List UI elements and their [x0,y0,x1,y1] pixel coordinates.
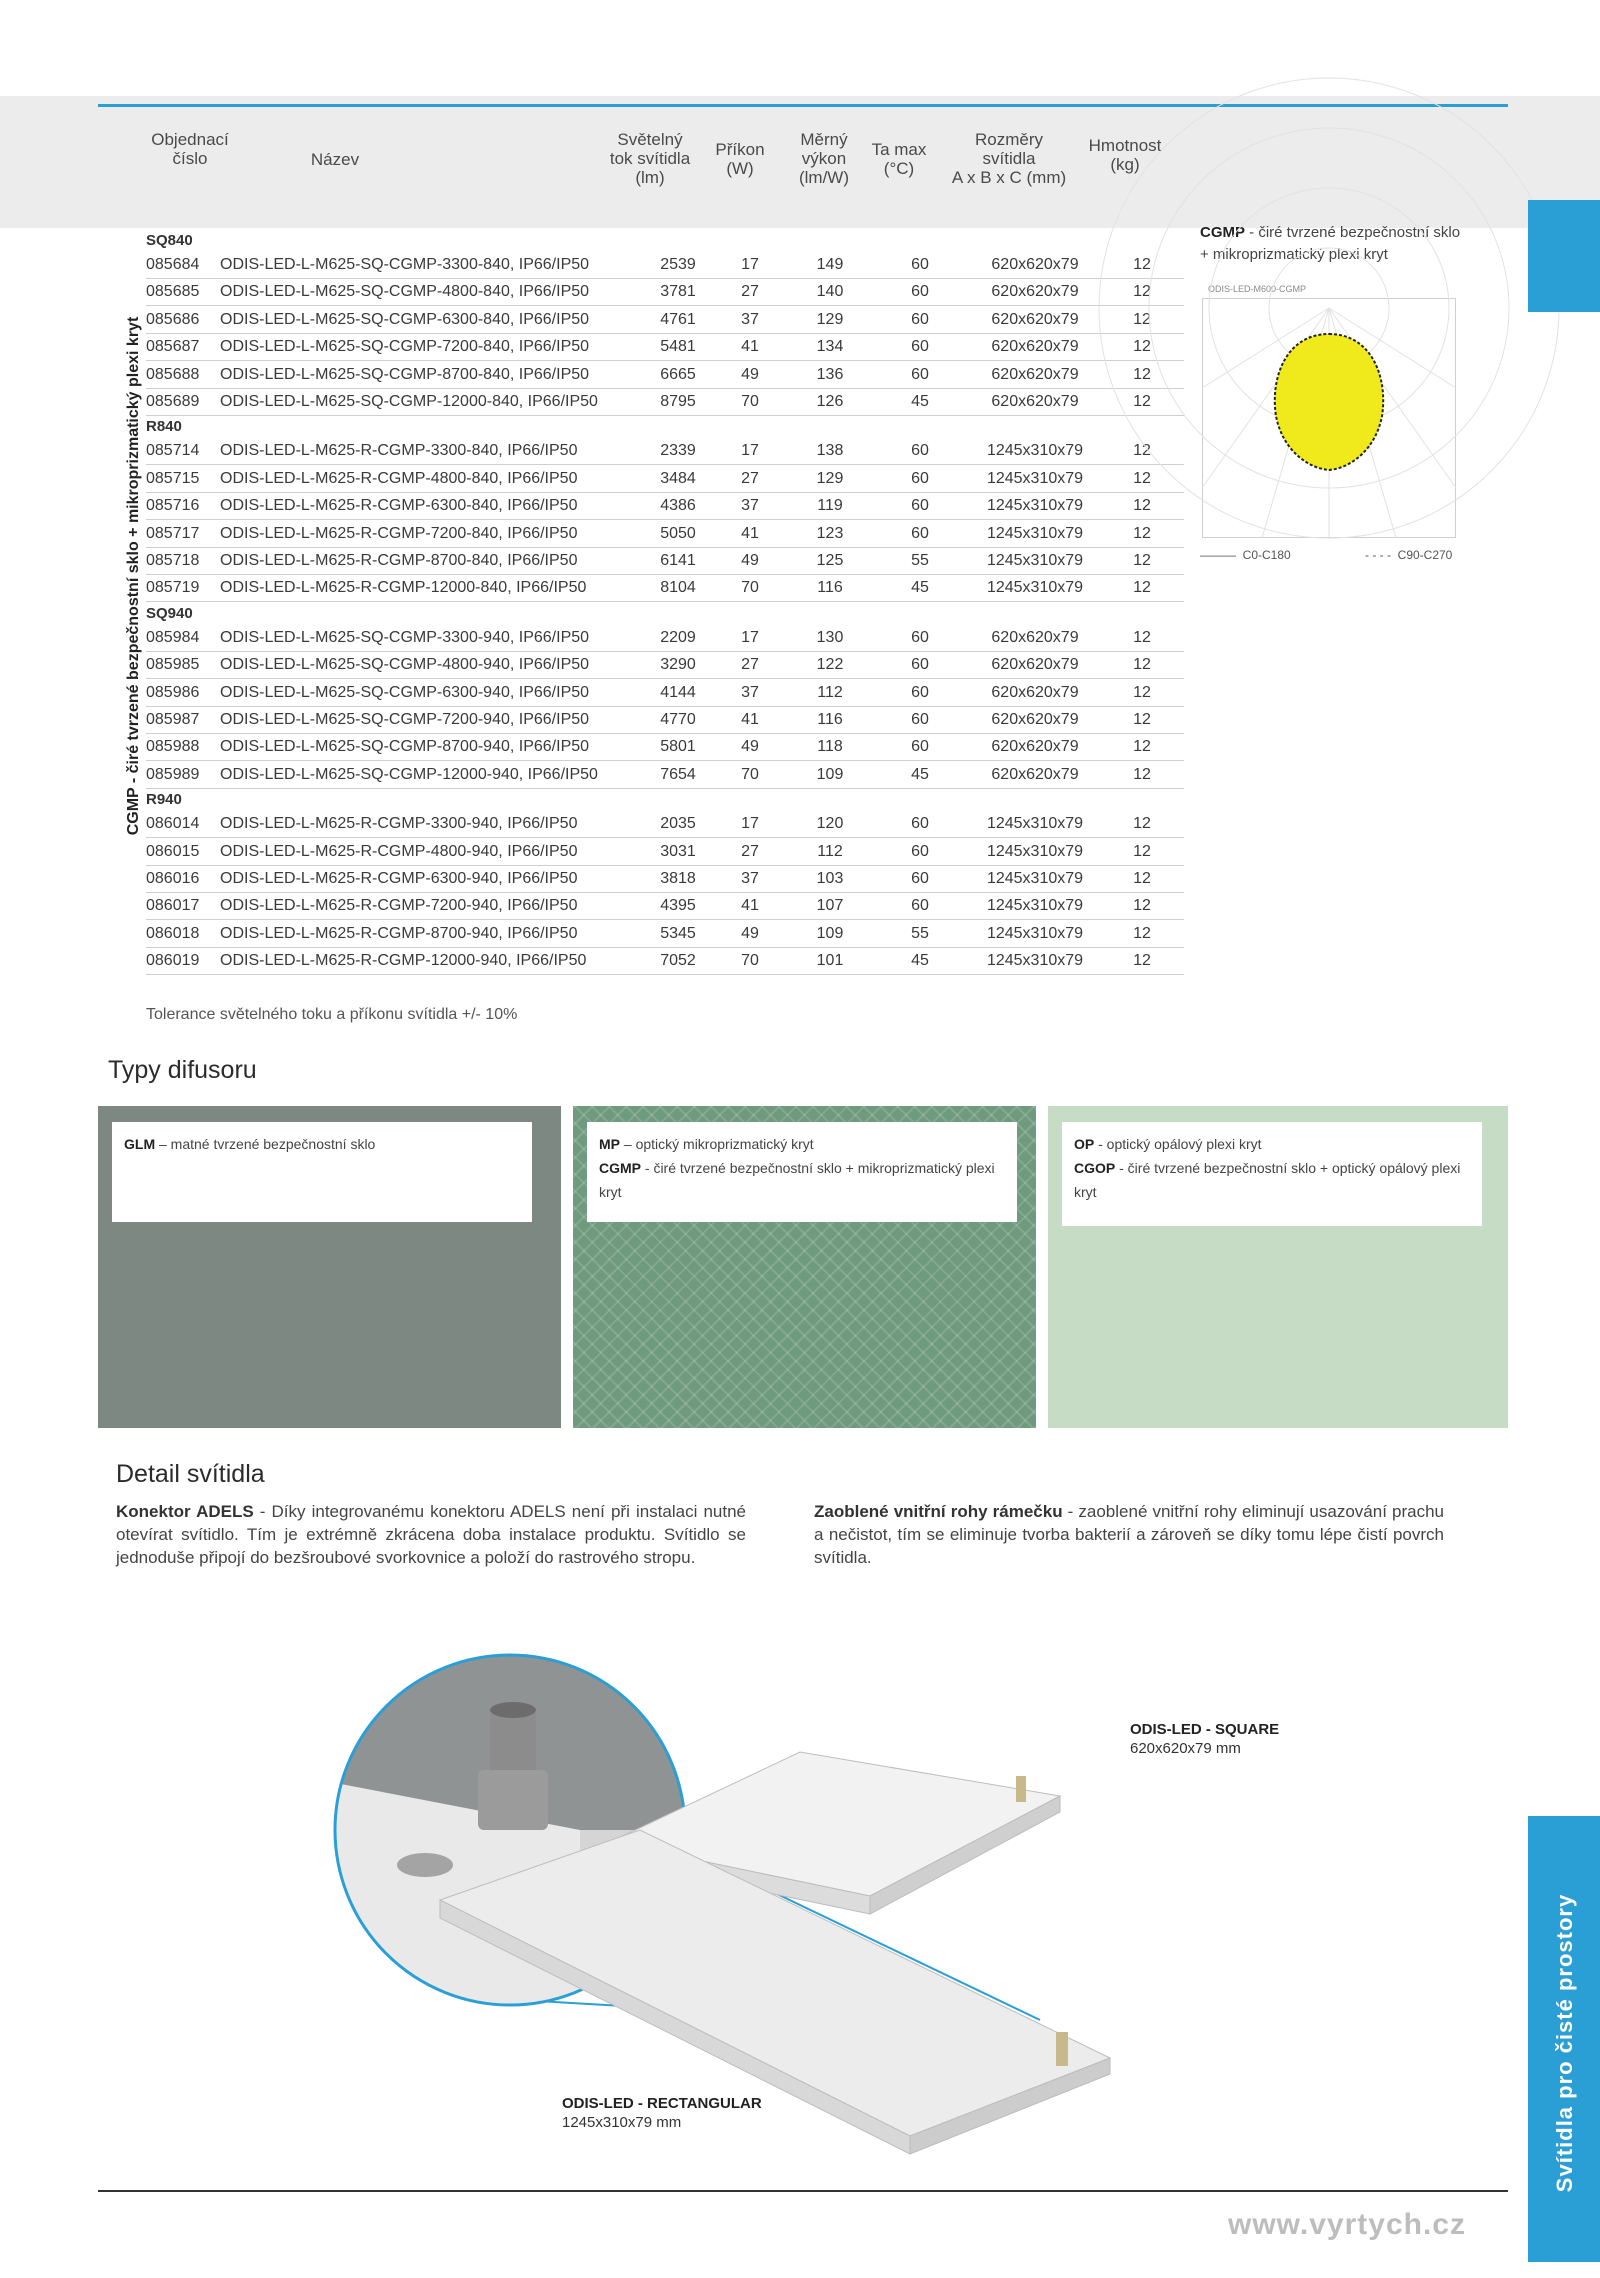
dimensions: 1245x310x79 [986,497,1084,515]
order-number: 085687 [146,338,200,356]
efficacy: 138 [816,442,844,460]
product-name: ODIS-LED-L-M625-R-CGMP-6300-940, IP66/IP50 [220,870,578,887]
luminous-flux: 4144 [660,683,696,701]
weight: 12 [1133,283,1151,301]
table-row [146,307,1184,334]
table-row [146,762,1184,789]
table-vertical-label: CGMP - čiré tvrzené bezpečnostní sklo + mikroprizmatický plexi kryt [125,316,142,836]
weight: 12 [1133,338,1151,356]
label-square: ODIS-LED - SQUARE 620x620x79 mm [1130,1721,1280,1757]
weight: 12 [1133,628,1151,646]
table-row [146,466,1184,493]
power: 41 [741,338,759,356]
efficacy: 140 [816,283,844,301]
power: 17 [741,815,759,833]
weight: 12 [1133,256,1151,273]
product-name: ODIS-LED-L-M625-R-CGMP-12000-840, IP66/IP50 [220,579,587,597]
efficacy: 126 [816,393,844,410]
order-number: 085717 [146,524,200,542]
efficacy: 134 [816,338,844,356]
header-power: Příkon (W) [715,140,765,178]
order-number: 085718 [146,552,200,569]
luminous-flux: 5801 [660,738,696,756]
product-name: ODIS-LED-L-M625-R-CGMP-8700-840, IP66/IP50 [220,552,578,569]
row-divider [146,788,1184,789]
power: 49 [741,365,759,383]
order-number: 085685 [146,283,200,301]
product-name: ODIS-LED-L-M625-SQ-CGMP-8700-940, IP66/IP50 [220,738,590,756]
order-number: 086018 [146,924,200,942]
product-name: ODIS-LED-L-M625-SQ-CGMP-3300-940, IP66/IP50 [220,628,590,646]
table-row [146,252,1184,279]
ta-max: 45 [911,579,929,597]
order-number: 085686 [146,310,200,328]
header-name: Název [310,150,360,169]
order-number: 085714 [146,442,200,460]
order-number: 086016 [146,870,200,887]
power: 49 [741,738,759,756]
table-row [146,893,1184,920]
dimensions: 620x620x79 [991,338,1079,356]
table-row [146,334,1184,361]
luminous-flux: 2209 [660,628,696,646]
diffusor-heading: Typy difusoru [108,1056,257,1084]
group-label: R840 [146,418,182,436]
efficacy: 120 [816,815,844,833]
weight: 12 [1133,524,1151,542]
efficacy: 116 [817,579,843,597]
table-row [146,521,1184,548]
luminous-flux: 7052 [660,952,696,970]
ta-max: 60 [911,442,929,460]
efficacy: 119 [817,497,843,515]
order-number: 086015 [146,842,200,860]
table-row [146,389,1184,416]
header-efficacy: Měrný výkon (lm/W) [798,130,850,187]
luminous-flux: 2539 [660,256,696,273]
weight: 12 [1133,552,1151,569]
ta-max: 60 [911,711,929,728]
weight: 12 [1133,497,1151,515]
efficacy: 129 [816,310,844,328]
dimensions: 1245x310x79 [986,870,1084,887]
dimensions: 1245x310x79 [986,952,1084,970]
row-divider [146,415,1184,416]
luminous-flux: 6141 [660,552,696,569]
product-name: ODIS-LED-L-M625-R-CGMP-7200-940, IP66/IP50 [220,897,578,915]
power: 27 [741,469,759,487]
ta-max: 60 [911,870,929,887]
order-number: 085984 [146,628,200,646]
power: 37 [741,310,759,328]
efficacy: 112 [817,683,843,701]
table-row [146,548,1184,575]
ta-max: 45 [911,952,929,970]
product-name: ODIS-LED-L-M625-R-CGMP-4800-940, IP66/IP50 [220,842,578,860]
group-label: SQ840 [146,232,193,249]
side-tab-top [1528,200,1600,312]
detail-connector-paragraph: Konektor ADELS - Díky integrovanému konektoru ADELS není při instalaci nutné otevírat svítidlo. Tím je extrémně zkrácena doba instalace produktu. Svítidlo se jednoduše připojí do bezšroubové svorkovnice a položí do rastrového stropu. [116,1502,746,1567]
table-row [146,493,1184,520]
power: 70 [741,765,759,783]
dimensions: 1245x310x79 [986,924,1084,942]
row-divider [146,601,1184,602]
product-name: ODIS-LED-L-M625-R-CGMP-4800-840, IP66/IP50 [220,469,578,487]
efficacy: 101 [816,952,844,970]
power: 17 [741,628,759,646]
footer-line [98,2190,1508,2192]
luminous-flux: 8104 [660,579,696,597]
dimensions: 620x620x79 [991,765,1079,783]
product-name: ODIS-LED-L-M625-R-CGMP-3300-940, IP66/IP50 [220,815,578,833]
luminous-flux: 3781 [660,283,696,301]
product-name: ODIS-LED-L-M625-SQ-CGMP-12000-940, IP66/IP50 [220,765,598,783]
detail-corners-paragraph: Zaoblené vnitřní rohy rámečku - zaoblené vnitřní rohy eliminují usazování prachu a nečistot, tím se eliminuje tvorba bakterií a zároveň se díky tomu lépe čistí povrch svítidla. [814,1502,1444,1567]
luminous-flux: 2035 [660,815,696,833]
ta-max: 60 [911,842,929,860]
product-name: ODIS-LED-L-M625-R-CGMP-8700-940, IP66/IP50 [220,924,578,942]
dimensions: 620x620x79 [991,310,1079,328]
power: 41 [741,711,759,728]
table-row [146,362,1184,389]
diffusor-caption-mp: MP – optický mikroprizmatický kryt CGMP - čiré tvrzené bezpečnostní sklo + mikroprizmatický plexi kryt [587,1122,1017,1222]
dimensions: 620x620x79 [991,656,1079,674]
ta-max: 60 [911,683,929,701]
dimensions: 620x620x79 [991,256,1079,273]
ta-max: 60 [911,283,929,301]
weight: 12 [1133,897,1151,915]
weight: 12 [1133,765,1151,783]
luminous-flux: 6665 [660,365,696,383]
weight: 12 [1133,393,1151,410]
product-name: ODIS-LED-L-M625-SQ-CGMP-12000-840, IP66/IP50 [220,393,598,410]
product-illustration [320,1580,1260,2160]
dimensions: 620x620x79 [991,738,1079,756]
luminous-flux: 5481 [660,338,696,356]
order-number: 085715 [146,469,200,487]
order-number: 086017 [146,897,200,915]
label-rectangular: ODIS-LED - RECTANGULAR 1245x310x79 mm [562,2095,762,2131]
dimensions: 620x620x79 [991,683,1079,701]
polar-light-distribution-chart [1202,284,1456,538]
ta-max: 60 [911,656,929,674]
weight: 12 [1133,711,1151,728]
order-number: 085989 [146,765,200,783]
ta-max: 55 [911,552,929,569]
efficacy: 109 [816,924,844,942]
product-name: ODIS-LED-L-M625-R-CGMP-6300-840, IP66/IP50 [220,497,578,515]
tolerance-note: Tolerance světelného toku a příkonu svítidla +/- 10% [146,1006,518,1023]
power: 70 [741,952,759,970]
power: 27 [741,842,759,860]
efficacy: 136 [816,365,844,383]
efficacy: 123 [816,524,844,542]
weight: 12 [1133,952,1151,970]
efficacy: 112 [817,842,843,860]
product-name: ODIS-LED-L-M625-SQ-CGMP-4800-940, IP66/IP50 [220,656,590,674]
power: 27 [741,283,759,301]
product-name: ODIS-LED-L-M625-SQ-CGMP-4800-840, IP66/IP50 [220,283,590,301]
dimensions: 1245x310x79 [986,524,1084,542]
header-weight: Hmotnost (kg) [1088,136,1162,174]
ta-max: 60 [911,497,929,515]
ta-max: 60 [911,469,929,487]
luminous-flux: 3290 [660,656,696,674]
efficacy: 116 [817,711,843,728]
order-number: 085689 [146,393,200,410]
table-row [146,734,1184,761]
cgmp-description [1200,222,1470,266]
power: 17 [741,442,759,460]
efficacy: 109 [816,765,844,783]
row-divider [146,974,1184,975]
ta-max: 60 [911,338,929,356]
dimensions: 620x620x79 [991,711,1079,728]
efficacy: 129 [816,469,844,487]
order-number: 085716 [146,497,200,515]
power: 70 [741,393,759,410]
dimensions: 1245x310x79 [986,552,1084,569]
power: 37 [741,870,759,887]
luminous-flux: 3818 [660,870,696,887]
product-name: ODIS-LED-L-M625-R-CGMP-12000-940, IP66/IP50 [220,952,587,970]
luminous-flux: 4395 [660,897,696,915]
diffusor-caption-glm: GLM – matné tvrzené bezpečnostní sklo [112,1122,532,1222]
cgmp-abbr: CGMP [1200,224,1245,241]
table-row [146,811,1184,838]
table-row [146,921,1184,948]
weight: 12 [1133,924,1151,942]
order-number: 086019 [146,952,200,970]
product-name: ODIS-LED-L-M625-SQ-CGMP-7200-940, IP66/IP50 [220,711,590,728]
efficacy: 122 [816,656,844,674]
dimensions: 620x620x79 [991,283,1079,301]
table-row [146,680,1184,707]
dimensions: 1245x310x79 [986,842,1084,860]
dimensions: 620x620x79 [991,365,1079,383]
detail-heading: Detail svítidla [116,1460,265,1488]
weight: 12 [1133,365,1151,383]
efficacy: 103 [816,870,844,887]
product-name: ODIS-LED-L-M625-SQ-CGMP-6300-940, IP66/IP50 [220,683,590,701]
order-number: 086014 [146,815,200,833]
weight: 12 [1133,442,1151,460]
power: 41 [741,897,759,915]
table-row [146,866,1184,893]
ta-max: 45 [911,765,929,783]
diffusor-panel-glm [98,1106,561,1428]
dimensions: 1245x310x79 [986,579,1084,597]
luminous-flux: 7654 [660,765,696,783]
luminous-flux: 3484 [660,469,696,487]
luminous-flux: 4770 [660,711,696,728]
power: 49 [741,924,759,942]
efficacy: 107 [816,897,844,915]
efficacy: 125 [816,552,844,569]
ta-max: 45 [911,393,929,410]
ta-max: 60 [911,256,929,273]
power: 37 [741,497,759,515]
product-name: ODIS-LED-L-M625-SQ-CGMP-8700-840, IP66/IP50 [220,365,590,383]
header-luminous-flux: Světelný tok svítidla (lm) [609,130,691,187]
dimensions: 620x620x79 [991,393,1079,410]
header-ta-max: Ta max (°C) [871,140,927,178]
power: 17 [741,256,759,273]
table-row [146,652,1184,679]
dimensions: 1245x310x79 [986,469,1084,487]
dimensions: 620x620x79 [991,628,1079,646]
table-row [146,839,1184,866]
order-number: 085688 [146,365,200,383]
weight: 12 [1133,738,1151,756]
polar-legend-c90: - - - - C90-C270 [1365,548,1453,562]
website-link[interactable]: www.vyrtych.cz [1228,2208,1466,2241]
weight: 12 [1133,815,1151,833]
diffusor-panel-mp [573,1106,1036,1428]
ta-max: 60 [911,524,929,542]
power: 27 [741,656,759,674]
order-number: 085985 [146,656,200,674]
ta-max: 60 [911,365,929,383]
luminous-flux: 4761 [660,310,696,328]
luminous-flux: 8795 [660,393,696,410]
ta-max: 60 [911,815,929,833]
weight: 12 [1133,310,1151,328]
luminous-flux: 3031 [660,842,696,860]
luminous-flux: 5345 [660,924,696,942]
dimensions: 1245x310x79 [986,442,1084,460]
order-number: 085719 [146,579,200,597]
efficacy: 118 [817,738,843,756]
polar-title: ODIS-LED-M600-CGMP [1208,284,1307,294]
weight: 12 [1133,842,1151,860]
product-name: ODIS-LED-L-M625-SQ-CGMP-6300-840, IP66/IP50 [220,310,590,328]
diffusor-panel-op [1048,1106,1508,1428]
table-row [146,625,1184,652]
product-name: ODIS-LED-L-M625-SQ-CGMP-3300-840, IP66/IP50 [220,256,590,273]
power: 41 [741,524,759,542]
cgmp-text: - čiré tvrzené bezpečnostní sklo + mikroprizmatický plexi kryt [1200,224,1461,263]
order-number: 085988 [146,738,200,756]
ta-max: 60 [911,738,929,756]
side-tab-label: Svítidla pro čisté prostory [1552,1893,1577,2193]
dimensions: 1245x310x79 [986,815,1084,833]
power: 37 [741,683,759,701]
product-name: ODIS-LED-L-M625-R-CGMP-3300-840, IP66/IP50 [220,442,578,460]
ta-max: 60 [911,310,929,328]
table-row [146,707,1184,734]
weight: 12 [1133,683,1151,701]
weight: 12 [1133,579,1151,597]
ta-max: 60 [911,897,929,915]
ta-max: 60 [911,628,929,646]
table-row [146,438,1184,465]
diffusor-caption-op: OP - optický opálový plexi kryt CGOP - čiré tvrzené bezpečnostní sklo + optický opálový plexi kryt [1062,1122,1482,1226]
efficacy: 130 [816,628,844,646]
order-number: 085987 [146,711,200,728]
luminous-flux: 4386 [660,497,696,515]
header-dimensions: Rozměry svítidla A x B x C (mm) [951,130,1067,187]
table-row [146,279,1184,306]
group-label: SQ940 [146,604,193,622]
ta-max: 55 [911,924,929,942]
table-row [146,948,1184,975]
order-number: 085684 [146,256,200,273]
weight: 12 [1133,469,1151,487]
dimensions: 1245x310x79 [986,897,1084,915]
order-number: 085986 [146,683,200,701]
efficacy: 149 [816,256,844,273]
product-name: ODIS-LED-L-M625-SQ-CGMP-7200-840, IP66/IP50 [220,338,590,356]
header-accent-line [98,104,1508,107]
table-row [146,575,1184,602]
weight: 12 [1133,870,1151,887]
product-name: ODIS-LED-L-M625-R-CGMP-7200-840, IP66/IP50 [220,524,578,542]
group-label: R940 [146,791,182,809]
weight: 12 [1133,656,1151,674]
power: 70 [741,579,759,597]
luminous-flux: 2339 [660,442,696,460]
luminous-flux: 5050 [660,524,696,542]
polar-legend-c0: ——— C0-C180 [1200,548,1291,562]
power: 49 [741,552,759,569]
header-order-number: Objednací číslo [151,130,229,168]
